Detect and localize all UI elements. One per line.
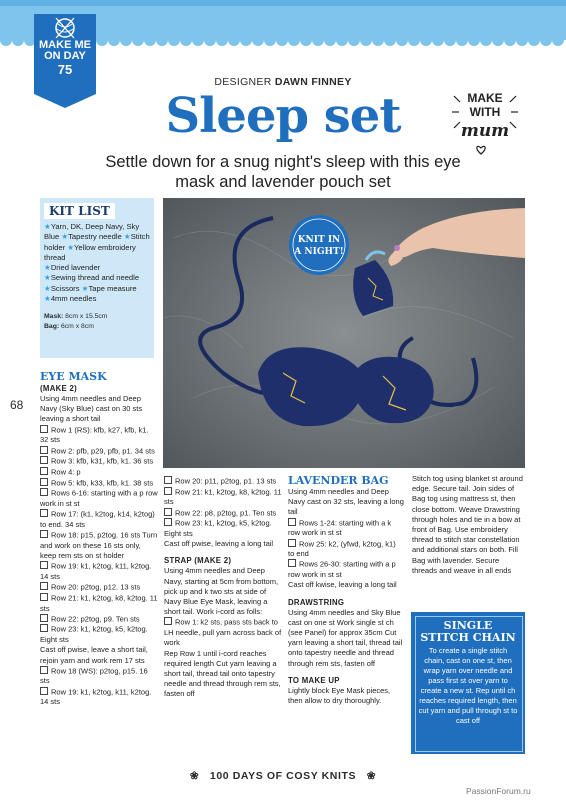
scallop-bump [336, 34, 348, 46]
designer-prefix: DESIGNER [214, 76, 272, 88]
pattern-row [40, 666, 158, 687]
kit-item: Yarn, DK, Deep Navy, Sky Blue [44, 222, 140, 242]
heart-icon [477, 146, 485, 154]
panel-title-line2: STITCH CHAIN [420, 631, 516, 644]
kit-dimensions [44, 312, 152, 331]
eye-mask-column [40, 370, 158, 708]
make-with-line1: MAKE [467, 91, 503, 105]
pattern-row [164, 617, 282, 648]
checkbox-icon [40, 530, 48, 538]
pattern-row [40, 593, 158, 614]
scallop-bump [324, 34, 336, 46]
kit-item: Stitch holder [44, 232, 150, 252]
checkbox-icon [40, 467, 48, 475]
checkbox-icon [288, 539, 296, 547]
snowflake-icon: ❀ [366, 770, 377, 782]
row-text: Row 23: k1, k2tog, k5, k2tog. Eight sts [40, 624, 148, 645]
scallop-bump [408, 34, 420, 46]
cast-off-text: Cast off kwise, leaving a long tail [288, 580, 397, 590]
row-text: Row 20: p2tog, p12. 13 sts [51, 582, 141, 592]
pattern-row [40, 467, 158, 478]
scallop-bump [432, 34, 444, 46]
row-text: Row 22: p2tog, p9. Ten sts [51, 614, 140, 624]
checkbox-icon [40, 456, 48, 464]
row-text: Row 19: k1, k2tog, k11, k2tog. 14 sts [40, 687, 152, 707]
mask-size: 8cm x 15.5cm [65, 313, 108, 320]
cast-off-text: Cast off pwise, leave a short tail, rejoin yarn and work rem 17 sts [40, 645, 148, 665]
checkbox-icon [40, 666, 48, 674]
lavender-bag-heading: LAVENDER BAG [288, 474, 389, 487]
star-icon: ★ [44, 263, 51, 273]
checkbox-icon [288, 518, 296, 526]
star-icon: ★ [61, 232, 69, 242]
make-up-heading: TO MAKE UP [288, 675, 340, 685]
scallop-bump [96, 34, 108, 46]
checkbox-icon [40, 561, 48, 569]
scallop-bump [420, 34, 432, 46]
snowflake-icon: ❀ [189, 770, 200, 782]
kit-item: 4mm needles [50, 294, 97, 304]
star-icon: ★ [44, 273, 51, 283]
lavender-bag-column [288, 474, 404, 706]
pattern-row [40, 446, 158, 457]
scallop-bump [552, 34, 564, 46]
pattern-row [164, 487, 282, 508]
pattern-row [40, 582, 158, 593]
row-text: Row 19: k1, k2tog, k11, k2tog. 14 sts [40, 561, 152, 581]
make-with-line2: WITH [469, 105, 501, 119]
checkbox-icon [164, 476, 172, 484]
star-icon: ★ [44, 294, 51, 304]
scallop-bump [528, 34, 540, 46]
scallop-bump [468, 34, 480, 46]
make-with-line3: mum [460, 121, 510, 141]
drawstring-text: Using 4mm needles and Sky Blue cast on one st Work single st ch (see Panel) for approx 35cm Cut yarn leaving a short tail, thread tail onto tapestry needle and thread through rem sts, fasten off [288, 607, 403, 668]
strap-rest: Rep Row 1 until i-cord reaches required length Cut yarn leaving a short tail, thread tail onto tapestry needle and thread through rem sts, fasten off [164, 648, 281, 699]
scallop-bump [156, 34, 168, 46]
finishing-text: Stitch tog using blanket st around edge. Secure tail. Join sides of Bag tog using mattress st, then close bottom. Weave Drawstring through holes and tie in a bow at front of Bag. Use embroidery thread to stitch star constellation and additional stars on both. Fill Bag with lavender. Secure threads and weave in all ends [412, 474, 523, 575]
pattern-row [164, 508, 282, 519]
checkbox-icon [40, 509, 48, 517]
bag-size: 6cm x 8cm [61, 322, 94, 330]
scallop-bump [540, 34, 552, 46]
pattern-row [40, 478, 158, 489]
scallop-bump [456, 34, 468, 46]
scallop-bump [228, 34, 240, 46]
checkbox-icon [164, 508, 172, 516]
checkbox-icon [164, 487, 172, 495]
scallop-bump [492, 34, 504, 46]
star-icon: ★ [67, 242, 75, 252]
eye-mask-intro: Using 4mm needles and Deep Navy (Sky Blue) cast on 30 sts leaving a short tail [40, 394, 143, 424]
scallop-bump [348, 34, 360, 46]
row-text: Row 1: k2 sts, pass sts back to LH needle, pull yarn across back of work [164, 617, 282, 648]
scallop-bump [240, 34, 252, 46]
row-text: Row 20: p11, p2tog, p1. 13 sts [175, 476, 277, 486]
pattern-row [40, 561, 158, 582]
row-text: Row 3: kfb, k31, kfb, k1. 36 sts [51, 456, 154, 466]
pattern-row [288, 559, 404, 580]
lavender-bag-intro: Using 4mm needles and Deep Navy cast on 32 sts, leaving a long tail [288, 487, 404, 517]
scallop-bump [516, 34, 528, 46]
scallop-bump [288, 34, 300, 46]
pattern-row [40, 624, 158, 645]
row-text: Row 21: k1, k2tog, k8, k2tog. 11 sts [164, 487, 282, 507]
row-text: Row 21: k1, k2tog, k8, k2tog. 11 sts [40, 593, 158, 613]
scallop-bump [216, 34, 228, 46]
badge-line1: MAKE ME [39, 39, 91, 51]
row-text: Row 17: (k1, k2tog, k14, k2tog) to end. 34 sts [40, 509, 155, 529]
scallop-bump [384, 34, 396, 46]
footer-text: 100 DAYS OF COSY KNITS [209, 770, 357, 782]
scallop-bump [264, 34, 276, 46]
row-text: Rows 6-16: starting with a p row work in st st [40, 488, 158, 509]
panel-title-line1: SINGLE [443, 619, 493, 632]
kit-item: Tapestry needle [68, 232, 122, 242]
scallop-bump [504, 34, 516, 46]
single-stitch-chain-text: To create a single stitch chain, cast on one st, then wrap yarn over needle and pass first st over yarn to create a new st. Rep until ch reaches required length, then cut yarn and pull through st to cast off [418, 646, 518, 725]
row-text: Row 4: p [51, 467, 81, 477]
make-with-mum-graphic [450, 84, 520, 164]
page-subtitle: Settle down for a snug night's sleep with this eye mask and lavender pouch set [105, 153, 461, 191]
scallop-bump [396, 34, 408, 46]
scallop-bump [252, 34, 264, 46]
kit-list-title: KIT LIST [44, 203, 115, 219]
pattern-row [40, 614, 158, 625]
row-text: Row 25: k2, (yfwd, k2tog, k1) to end [288, 539, 396, 559]
scallop-bump [108, 34, 120, 46]
page-footer [0, 770, 566, 782]
eye-mask-heading: EYE MASK [40, 370, 107, 383]
watermark: PassionForum.ru [466, 786, 531, 796]
scallop-bump [480, 34, 492, 46]
checkbox-icon [164, 518, 172, 526]
scallop-bump [144, 34, 156, 46]
knit-badge-line1: KNIT IN [297, 235, 341, 245]
drawstring-heading: DRAWSTRING [288, 597, 345, 607]
scallop-bump [204, 34, 216, 46]
page-number: 68 [10, 398, 24, 412]
pattern-row [40, 687, 158, 708]
pattern-row [164, 518, 282, 539]
scallop-bump [12, 34, 24, 46]
pattern-row [40, 456, 158, 467]
kit-item: Dried lavender [50, 263, 101, 273]
star-icon: ★ [44, 222, 51, 231]
row-text: Row 2: pfb, p29, pfb, p1. 34 sts [51, 446, 155, 456]
strap-heading: STRAP (MAKE 2) [164, 556, 232, 566]
scallop-bump [120, 34, 132, 46]
checkbox-icon [40, 446, 48, 454]
eye-mask-subheading: (MAKE 2) [40, 384, 78, 393]
checkbox-icon [40, 488, 48, 496]
finishing-column [412, 474, 526, 576]
page-title: Sleep set [165, 88, 401, 144]
checkbox-icon [40, 582, 48, 590]
badge-day: 75 [57, 62, 73, 77]
kit-item: Tape measure [88, 283, 137, 293]
scallop-bump [192, 34, 204, 46]
cast-off-text: Cast off pwise, leaving a long tail [164, 539, 274, 549]
checkbox-icon [40, 593, 48, 601]
pattern-row [40, 530, 158, 561]
row-text: Rows 1-24: starting with a k row work in st st [288, 518, 392, 538]
scallop-bump [132, 34, 144, 46]
checkbox-icon [40, 425, 48, 433]
checkbox-icon [40, 614, 48, 622]
scallop-bump [312, 34, 324, 46]
strap-intro: Using 4mm needles and Deep Navy, starting at 5cm from bottom, pick up and k two sts at side of Navy Blue Eye Mask, leaving a short tail. Work i-cord as folls: [164, 566, 279, 617]
scallop-bump [444, 34, 456, 46]
badge-line2: ON DAY [44, 50, 86, 62]
checkbox-icon [288, 559, 296, 567]
scallop-bump [360, 34, 372, 46]
scallop-bump [372, 34, 384, 46]
checkbox-icon [40, 624, 48, 632]
scallop-bump [0, 34, 12, 46]
pattern-row [288, 518, 404, 539]
knit-badge-line2: A NIGHT! [294, 247, 344, 257]
bag-label: Bag: [44, 322, 60, 330]
checkbox-icon [40, 478, 48, 486]
scallop-bump [300, 34, 312, 46]
make-up-text: Lightly block Eye Mask pieces, then allow to dry thoroughly. [288, 685, 391, 705]
pattern-row [40, 488, 158, 509]
row-text: Row 18 (WS): p2tog, p15. 16 sts [40, 666, 148, 686]
pattern-row [288, 539, 404, 560]
row-text: Row 22: p8, p2tog, p1. Ten sts [175, 508, 277, 518]
strap-column [164, 476, 282, 700]
pattern-row [164, 476, 282, 487]
kit-item: Yellow embroidery thread [44, 242, 136, 262]
designer-name: DAWN FINNEY [274, 76, 352, 88]
checkbox-icon [40, 687, 48, 695]
single-stitch-chain-title [411, 620, 525, 644]
kit-item: Scissors [50, 283, 80, 293]
knit-in-a-night-badge [288, 214, 350, 276]
scallop-bump [180, 34, 192, 46]
pattern-row [40, 425, 158, 446]
checkbox-icon [164, 617, 172, 625]
row-text: Rows 26-30: starting with a p row work in st st [288, 559, 396, 580]
star-icon: ★ [81, 283, 89, 293]
row-text: Row 23: k1, k2tog, k5, k2tog. Eight sts [164, 518, 272, 539]
pattern-row [40, 509, 158, 530]
row-text: Row 1 (RS): kfb, k27, kfb, k1. 32 sts [40, 425, 149, 445]
badge-text [34, 40, 96, 77]
kit-item: Sewing thread and needle [50, 273, 140, 283]
scallop-bump [168, 34, 180, 46]
scallop-bump [276, 34, 288, 46]
star-icon: ★ [44, 283, 51, 293]
row-text: Row 5: kfb, k33, kfb, k1. 38 sts [51, 478, 154, 488]
row-text: Row 18: p15, p2tog. 16 sts Turn and work on these 16 sts only, keep rem sts on st holder [40, 530, 158, 561]
kit-list-items [44, 222, 152, 304]
mask-label: Mask: [44, 313, 64, 320]
star-icon: ★ [123, 232, 131, 242]
make-with-mum-logo [450, 84, 520, 164]
